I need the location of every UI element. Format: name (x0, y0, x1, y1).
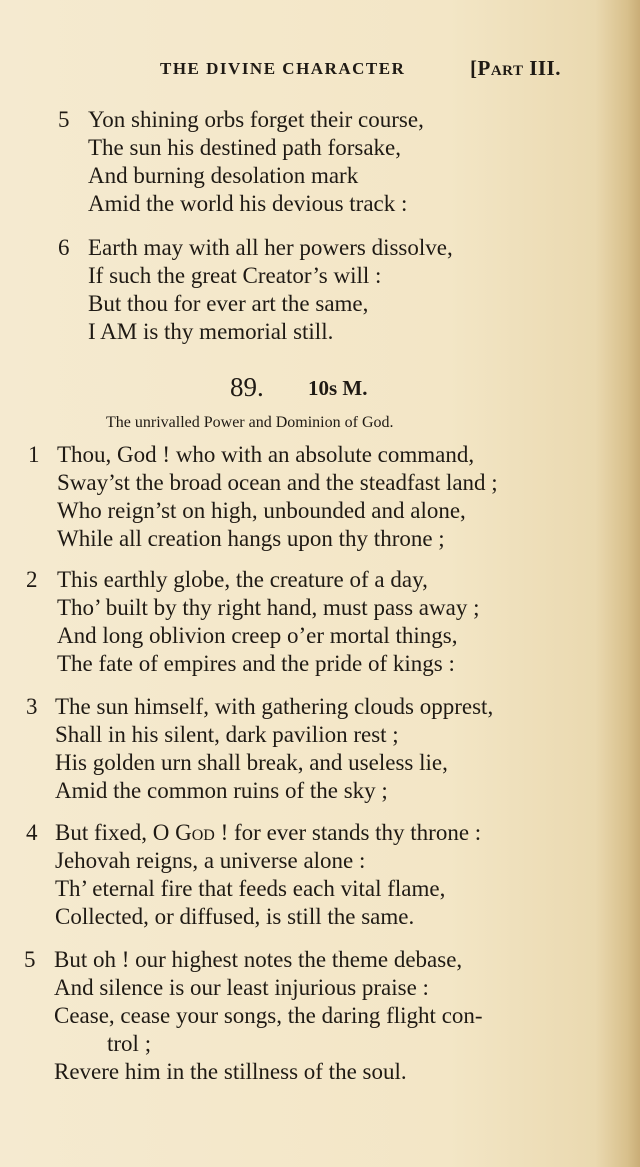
verse-line: Collected, or diffused, is still the same. (55, 904, 415, 929)
verse-line: While all creation hangs upon thy throne ; (57, 526, 445, 551)
verse-line: Th’ eternal fire that feeds each vital flame, (55, 876, 446, 901)
hymn-heading (230, 372, 570, 406)
verse-number: 2 (26, 567, 38, 592)
verse-number: 5 (58, 107, 70, 132)
verse-line: Who reign’st on high, unbounded and alone, (57, 498, 466, 523)
verse-number: 4 (26, 820, 38, 845)
running-head (160, 56, 600, 82)
verse-line: The sun himself, with gathering clouds opprest, (55, 694, 494, 719)
verse-line: Sway’st the broad ocean and the steadfast land ; (57, 470, 498, 495)
hymn-meter: 10s M. (308, 376, 368, 400)
running-head-part: [Part III. (470, 56, 561, 80)
verse-line: And long oblivion creep o’er mortal things, (57, 623, 458, 648)
verse-line: I AM is thy memorial still. (88, 319, 334, 344)
verse-line: Cease, cease your songs, the daring flight con- (54, 1003, 483, 1028)
verse-line: And silence is our least injurious praise : (54, 975, 429, 1000)
verse-line: Revere him in the stillness of the soul. (54, 1059, 407, 1084)
verse-line: The fate of empires and the pride of kings : (57, 651, 455, 676)
verse-line: Amid the world his devious track : (88, 191, 408, 216)
hymn-subtitle: The unrivalled Power and Dominion of God. (106, 414, 394, 431)
verse-line: Shall in his silent, dark pavilion rest ; (55, 722, 399, 747)
running-head-title: THE DIVINE CHARACTER (160, 59, 406, 78)
verse-line: His golden urn shall break, and useless lie, (55, 750, 448, 775)
verse-line: If such the great Creator’s will : (88, 263, 382, 288)
hymn-number: 89. (230, 372, 264, 402)
verse-number: 6 (58, 235, 70, 260)
verse-number: 5 (24, 947, 36, 972)
verse-line: trol ; (107, 1031, 152, 1056)
verse-line: Jehovah reigns, a universe alone : (55, 848, 366, 873)
verse-line: Thou, God ! who with an absolute command, (57, 442, 475, 467)
verse-line: The sun his destined path forsake, (88, 135, 401, 160)
verse-line: But fixed, O God ! for ever stands thy throne : (55, 820, 482, 845)
verse-line: But oh ! our highest notes the theme debase, (54, 947, 463, 972)
verse-line: Yon shining orbs forget their course, (88, 107, 424, 132)
verse-line: Amid the common ruins of the sky ; (55, 778, 388, 803)
verse-line: Tho’ built by thy right hand, must pass away ; (57, 595, 480, 620)
verse-line: And burning desolation mark (88, 163, 359, 188)
verse-number: 3 (26, 694, 38, 719)
verse-line: This earthly globe, the creature of a day, (57, 567, 428, 592)
verse-number: 1 (28, 442, 40, 467)
verse-line: Earth may with all her powers dissolve, (88, 235, 453, 260)
verse-line: But thou for ever art the same, (88, 291, 369, 316)
